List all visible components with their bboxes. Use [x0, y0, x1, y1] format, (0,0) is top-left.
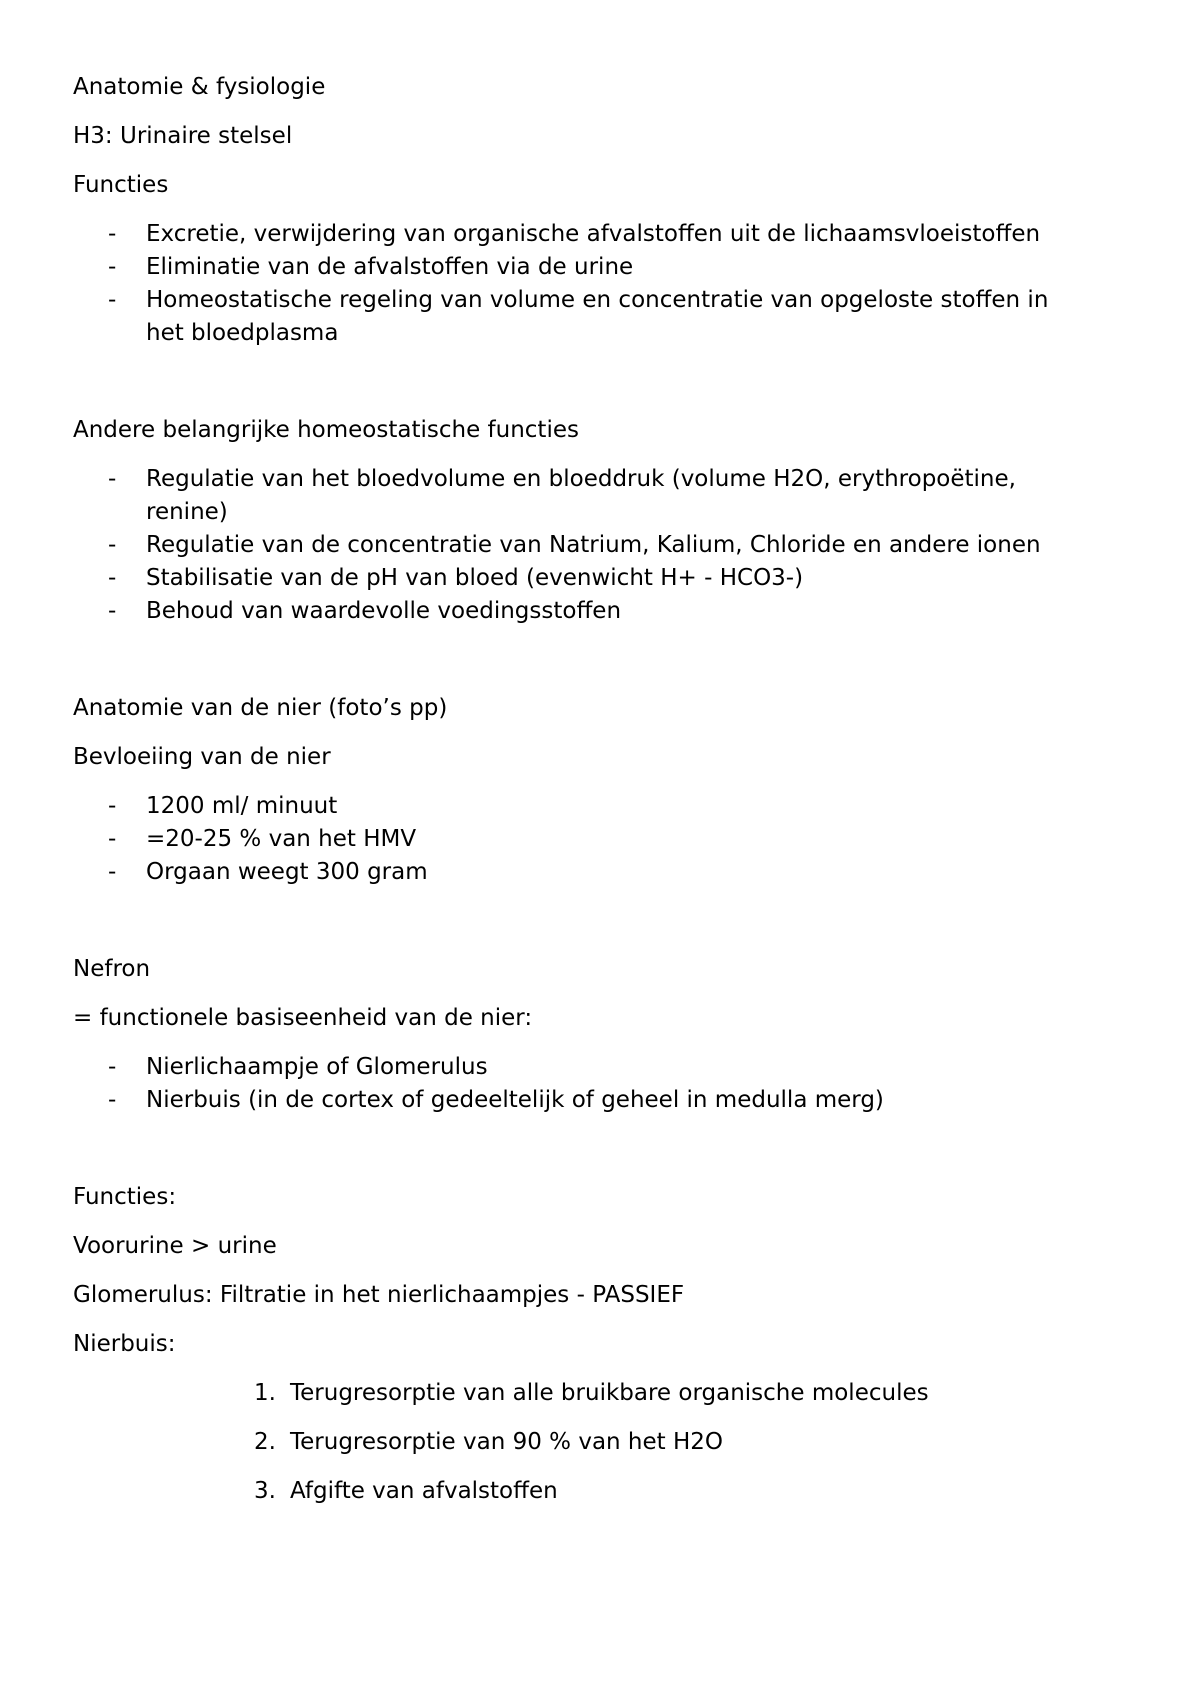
- numbered-item: Terugresorptie van alle bruikbare organische molecules: [290, 1380, 929, 1406]
- list-item-continuation: het bloedplasma: [146, 320, 339, 346]
- list-item: Nierbuis (in de cortex of gedeeltelijk of geheel in medulla merg): [146, 1087, 884, 1113]
- list-item: Excretie, verwijdering van organische afvalstoffen uit de lichaamsvloeistoffen: [146, 221, 1041, 247]
- list-item: Behoud van waardevolle voedingsstoffen: [146, 598, 622, 624]
- bullet-marker: -: [108, 1054, 117, 1080]
- list-number: 1.: [254, 1380, 276, 1406]
- list-item-continuation: renine): [146, 499, 228, 525]
- list-number: 3.: [254, 1478, 276, 1504]
- list-item: Stabilisatie van de pH van bloed (evenwicht H+ - HCO3-): [146, 565, 804, 591]
- list-item: Regulatie van het bloedvolume en bloeddruk (volume H2O, erythropoëtine,: [146, 466, 1016, 492]
- list-item: Orgaan weegt 300 gram: [146, 859, 428, 885]
- functies2-heading: Functies:: [73, 1184, 177, 1210]
- bullet-marker: -: [108, 254, 117, 280]
- bullet-marker: -: [108, 466, 117, 492]
- voorurine-line: Voorurine > urine: [73, 1233, 277, 1259]
- numbered-item: Terugresorptie van 90 % van het H2O: [290, 1429, 724, 1455]
- bullet-marker: -: [108, 565, 117, 591]
- document-title: Anatomie & fysiologie: [73, 74, 326, 100]
- bullet-marker: -: [108, 859, 117, 885]
- bullet-marker: -: [108, 287, 117, 313]
- nefron-definition: = functionele basiseenheid van de nier:: [73, 1005, 533, 1031]
- nierbuis-heading: Nierbuis:: [73, 1331, 176, 1357]
- list-item: 1200 ml/ minuut: [146, 793, 338, 819]
- list-item: Homeostatische regeling van volume en concentratie van opgeloste stoffen in: [146, 287, 1049, 313]
- list-number: 2.: [254, 1429, 276, 1455]
- bullet-marker: -: [108, 221, 117, 247]
- list-item: Nierlichaampje of Glomerulus: [146, 1054, 488, 1080]
- list-item: Eliminatie van de afvalstoffen via de urine: [146, 254, 634, 280]
- andere-heading: Andere belangrijke homeostatische functies: [73, 417, 579, 443]
- bullet-marker: -: [108, 793, 117, 819]
- glomerulus-line: Glomerulus: Filtratie in het nierlichaampjes - PASSIEF: [73, 1282, 685, 1308]
- chapter-title: H3: Urinaire stelsel: [73, 123, 293, 149]
- list-item: Regulatie van de concentratie van Natrium, Kalium, Chloride en andere ionen: [146, 532, 1041, 558]
- anatomie-nier-heading: Anatomie van de nier (foto’s pp): [73, 695, 448, 721]
- numbered-item: Afgifte van afvalstoffen: [290, 1478, 558, 1504]
- bevloeiing-heading: Bevloeiing van de nier: [73, 744, 331, 770]
- bullet-marker: -: [108, 1087, 117, 1113]
- bullet-marker: -: [108, 598, 117, 624]
- bullet-marker: -: [108, 826, 117, 852]
- list-item: =20-25 % van het HMV: [146, 826, 417, 852]
- bullet-marker: -: [108, 532, 117, 558]
- functies-heading: Functies: [73, 172, 169, 198]
- nefron-heading: Nefron: [73, 956, 151, 982]
